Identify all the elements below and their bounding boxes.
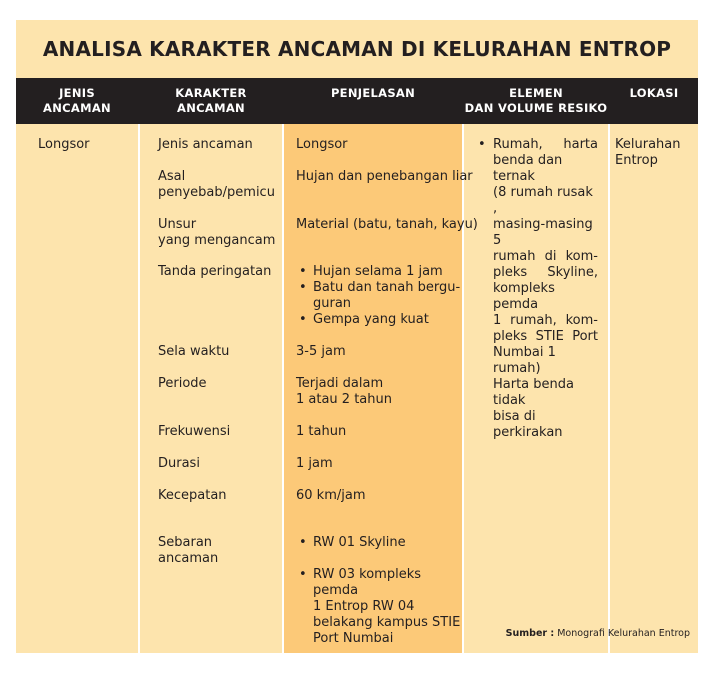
header-karakter-ancaman: KARAKTER ANCAMAN [175, 86, 247, 115]
text-line: rumah di kom- [493, 249, 598, 264]
bullet-icon: • [299, 567, 307, 582]
bullet-icon: • [299, 312, 307, 327]
text-line: kompleks pemda [493, 281, 555, 312]
list-item: • RW 01 Skyline [299, 535, 406, 550]
elemen-volume-resiko-text [478, 137, 598, 441]
text-line: bisa di perkirakan [493, 409, 563, 440]
karakter-label: Asal penyebab/pemicu [158, 169, 275, 200]
text-line: pleks STIE Port [493, 329, 598, 344]
lokasi-value: Kelurahan Entrop [615, 137, 681, 168]
column-jenis-ancaman [16, 124, 138, 653]
header-jenis-ancaman: JENIS ANCAMAN [43, 86, 111, 115]
column-lokasi [610, 124, 698, 653]
text-line: benda dan ternak [493, 153, 563, 184]
text-line: Numbai 1 rumah) [493, 345, 556, 376]
karakter-label: Tanda peringatan [158, 264, 272, 279]
penjelasan-value: Material (batu, tanah, kayu) [296, 217, 478, 232]
penjelasan-bullet-list [296, 535, 461, 647]
header-lokasi: LOKASI [629, 86, 679, 100]
text-line: (8 rumah rusak , [493, 185, 593, 216]
header-elemen-volume-resiko: ELEMEN DAN VOLUME RESIKO [464, 86, 608, 115]
penjelasan-value: 3-5 jam [296, 344, 346, 359]
penjelasan-value: 1 tahun [296, 424, 347, 439]
karakter-label: Kecepatan [158, 488, 227, 503]
table-header [16, 78, 698, 124]
karakter-label: Durasi [158, 456, 200, 471]
list-item: • Hujan selama 1 jam [299, 264, 443, 279]
karakter-label: Sebaran ancaman [158, 535, 219, 566]
page-title: ANALISA KARAKTER ANCAMAN DI KELURAHAN ENTROP [42, 37, 672, 61]
karakter-label: Periode [158, 376, 207, 391]
source-label: Sumber : [505, 628, 555, 639]
text-line: Harta benda tidak [493, 377, 574, 408]
header-penjelasan: PENJELASAN [330, 86, 416, 100]
karakter-label: Unsur yang mengancam [158, 217, 276, 248]
bullet-icon: • [478, 137, 486, 152]
karakter-label: Sela waktu [158, 344, 230, 359]
list-item: • RW 03 kompleks pemda 1 Entrop RW 04 belakang kampus STIE Port Numbai [299, 567, 461, 646]
penjelasan-value: 1 jam [296, 456, 333, 471]
text-line: Rumah, harta [493, 137, 598, 152]
bullet-icon: • [299, 535, 307, 550]
text-line: 1 rumah, kom- [493, 313, 598, 328]
penjelasan-value: Longsor [296, 137, 348, 152]
karakter-label: Frekuwensi [158, 424, 231, 439]
jenis-ancaman-value: Longsor [38, 137, 90, 152]
source-note [500, 628, 690, 639]
penjelasan-value: Terjadi dalam 1 atau 2 tahun [296, 376, 392, 407]
penjelasan-value: Hujan dan penebangan liar [296, 169, 473, 184]
text-line: pleks Skyline, [493, 265, 598, 280]
bullet-icon: • [299, 264, 307, 279]
source-text: Monografi Kelurahan Entrop [557, 628, 690, 639]
list-item: • Gempa yang kuat [299, 312, 429, 327]
penjelasan-value: 60 km/jam [296, 488, 366, 503]
penjelasan-bullet-list [296, 264, 461, 328]
bullet-icon: • [299, 280, 307, 295]
text-line: masing-masing 5 [493, 217, 593, 248]
karakter-label: Jenis ancaman [158, 137, 253, 152]
list-item: • Batu dan tanah bergu- guran [299, 280, 461, 311]
